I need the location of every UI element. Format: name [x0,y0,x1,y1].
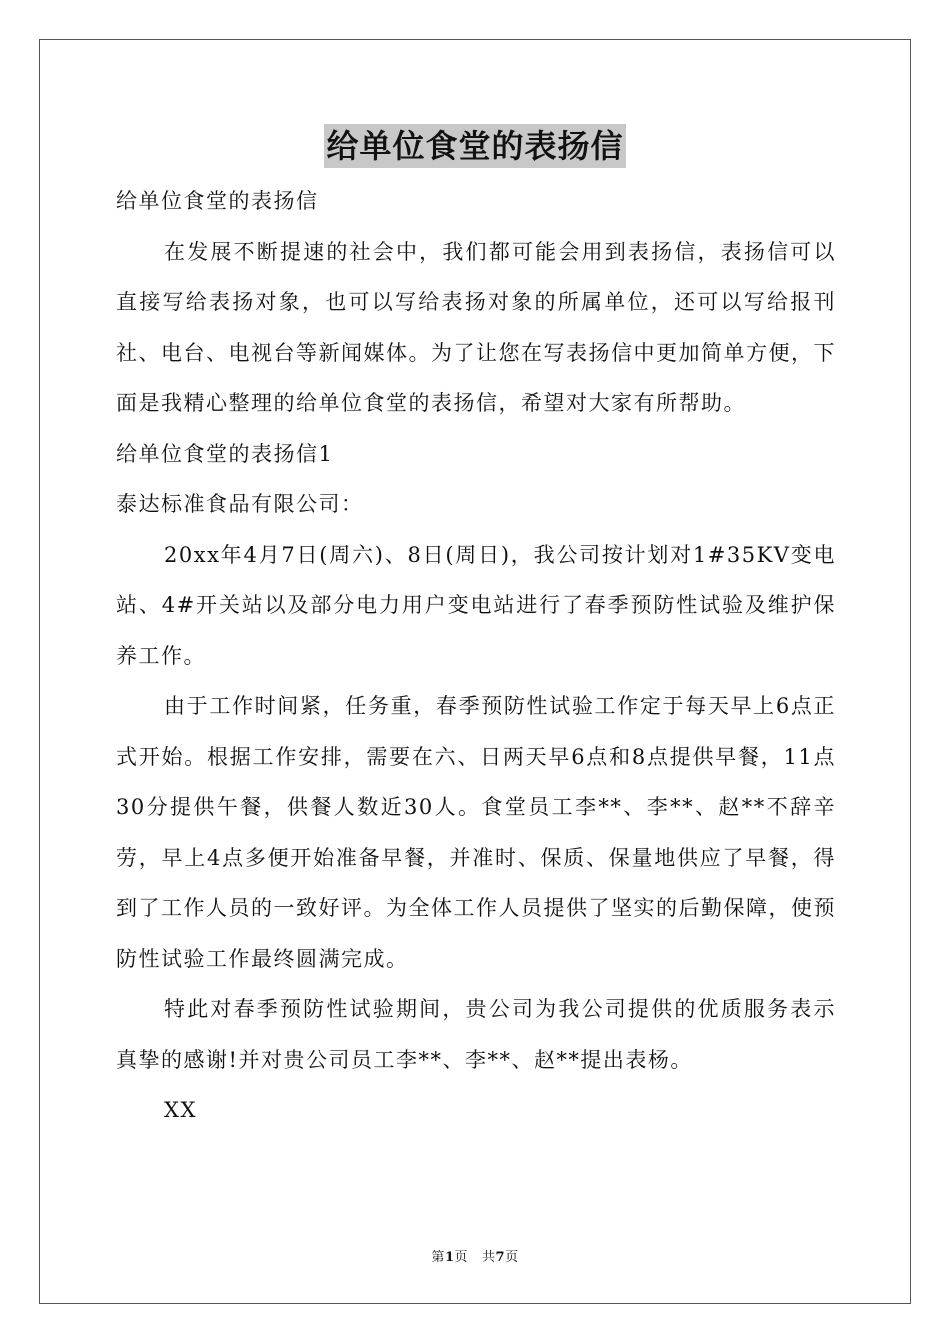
document-title: 给单位食堂的表扬信 [324,124,625,168]
document-body [116,176,836,1136]
page-label-prefix: 第 [431,1250,445,1265]
total-label-prefix: 共 [482,1250,496,1265]
page-label-suffix: 页 [454,1250,468,1265]
salutation: 泰达标准食品有限公司： [116,492,364,516]
page-current: 1 [444,1250,455,1265]
section-heading: 给单位食堂的表扬信1 [116,441,334,466]
paragraph: 特此对春季预防性试验期间，贵公司为我公司提供的优质服务表示真挚的感谢!并对贵公司员工李**、李**、赵**提出表杨。 [116,997,836,1072]
total-label-suffix: 页 [505,1250,519,1265]
page-total: 7 [495,1250,506,1265]
paragraph: 给单位食堂的表扬信 [116,189,319,213]
signature: XX [164,1098,197,1122]
paragraph: 20xx年4月7日(周六)、8日(周日)，我公司按计划对1#35KV变电站、4#开关站以及部分电力用户变电站进行了春季预防性试验及维护保养工作。 [116,542,836,668]
paragraph: 在发展不断提速的社会中，我们都可能会用到表扬信，表扬信可以直接写给表扬对象，也可以写给表扬对象的所属单位，还可以写给报刊社、电台、电视台等新闻媒体。为了让您在写表扬信中更加简单方便，下面是我精心整理的给单位食堂的表扬信，希望对大家有所帮助。 [116,239,836,415]
paragraph: 由于工作时间紧，任务重，春季预防性试验工作定于每天早上6点正式开始。根据工作安排，需要在六、日两天早6点和8点提供早餐，11点30分提供午餐，供餐人数近30人。食堂员工李**、李**、赵**不辞辛劳，早上4点多便开始准备早餐，并准时、保质、保量地供应了早餐，得到了工作人员的一致好评。为全体工作人员提供了坚实的后勤保障，使预防性试验工作最终圆满完成。 [116,694,836,971]
title-container [0,124,950,168]
page-footer [0,1249,950,1267]
